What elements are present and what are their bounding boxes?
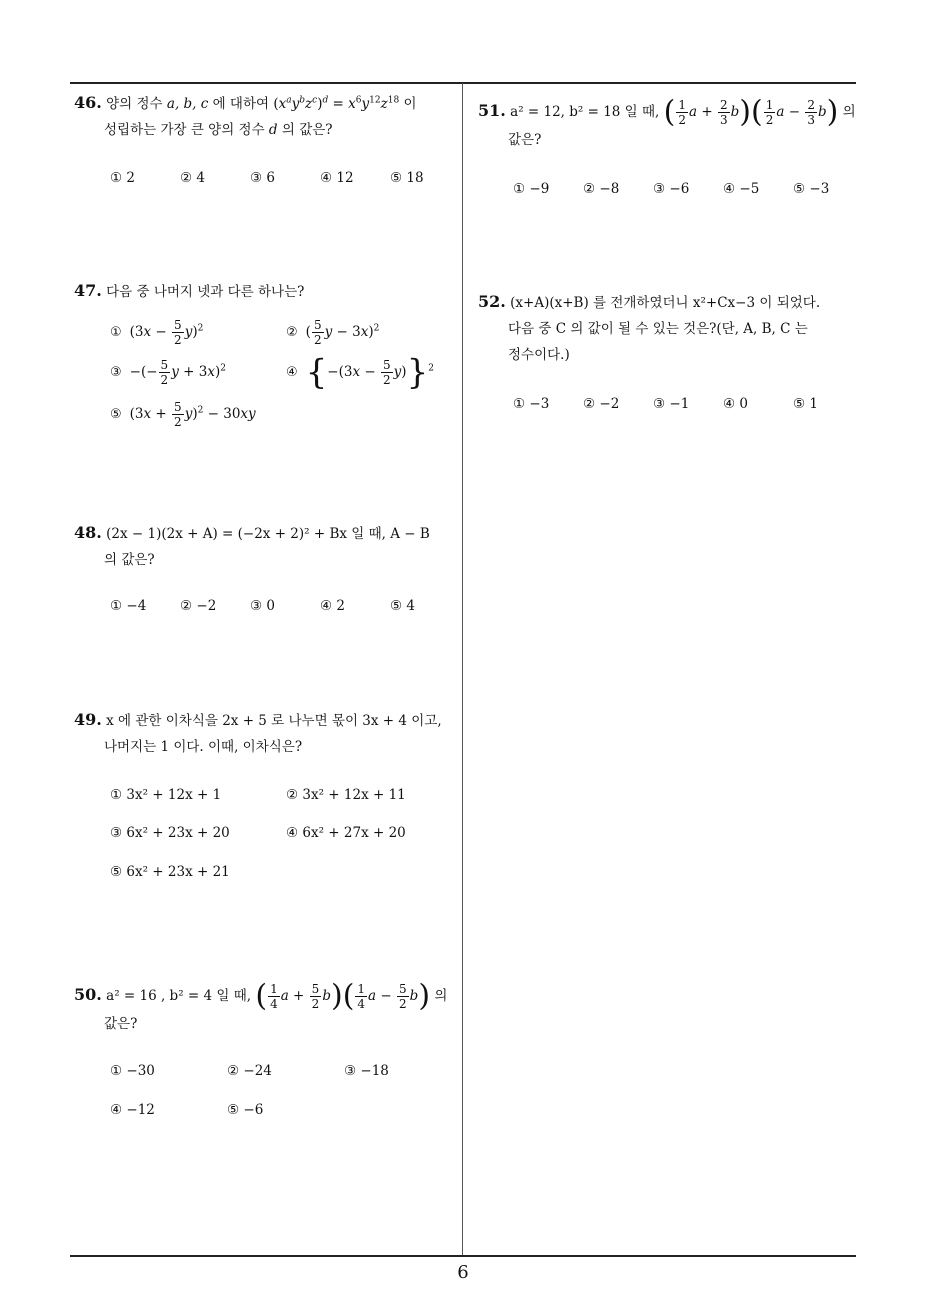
choice-1[interactable]: ① 2 bbox=[110, 170, 135, 186]
problem-number: 51. bbox=[478, 101, 506, 120]
choice-5[interactable]: ⑤ −3 bbox=[793, 181, 830, 197]
choice-4[interactable]: ④ −5 bbox=[723, 181, 760, 197]
column-divider bbox=[462, 83, 463, 1255]
choice-3[interactable]: ③ −6 bbox=[653, 181, 690, 197]
page-number: 6 bbox=[457, 1262, 469, 1283]
choice-5[interactable]: ⑤ (3x + $\frac{5}{2}$ y)$^2$ − 30xy bbox=[110, 400, 256, 429]
choice-4[interactable]: ④ {−(3x − $\frac{5}{2}$ y)}$^2$ bbox=[286, 352, 434, 393]
choice-2[interactable]: ② 4 bbox=[180, 170, 205, 186]
bottom-rule bbox=[70, 1255, 856, 1257]
choice-2[interactable]: ② ( $\frac{5}{2}$ y − 3x)$^2$ bbox=[286, 318, 380, 347]
choice-1[interactable]: ① −3 bbox=[513, 396, 550, 412]
choice-4[interactable]: ④ 12 bbox=[320, 170, 354, 186]
choice-5[interactable]: ⑤ 4 bbox=[390, 598, 415, 614]
choice-5[interactable]: ⑤ 6x² + 23x + 21 bbox=[110, 864, 230, 880]
choice-3[interactable]: ③ 0 bbox=[250, 598, 275, 614]
problem-46: 46. 양의 정수 a, b, c 에 대하여 $(x^ay^bz^c)^d = x^6y^{12}z^{18}$ 이 성립하는 가장 큰 양의 정수 d 의 값은? bbox=[74, 93, 417, 138]
choice-5[interactable]: ⑤ −6 bbox=[227, 1102, 264, 1118]
choice-2[interactable]: ② −24 bbox=[227, 1063, 272, 1079]
problem-50: 50. a² = 16 , b² = 4 일 때, ( $\frac{1}{4}$ a + $\frac{5}{2}$ b)( $\frac{1}{4}$ a − $\frac{5}{2}$ b) 의 값은? bbox=[74, 978, 448, 1032]
problem-number: 48. bbox=[74, 523, 102, 542]
choice-1[interactable]: ① 3x² + 12x + 1 bbox=[110, 787, 222, 803]
choice-4[interactable]: ④ 6x² + 27x + 20 bbox=[286, 825, 406, 841]
problem-number: 46. bbox=[74, 93, 102, 112]
choice-1[interactable]: ① (3x − $\frac{5}{2}$ y)$^2$ bbox=[110, 318, 204, 347]
choice-1[interactable]: ① −4 bbox=[110, 598, 147, 614]
product-expression: ( $\frac{1}{2}$ a + $\frac{2}{3}$ b)( $\frac{1}{2}$ a − $\frac{2}{3}$ b) bbox=[663, 94, 839, 130]
problem-number: 50. bbox=[74, 985, 102, 1004]
choice-3[interactable]: ③ −1 bbox=[653, 396, 690, 412]
choice-5[interactable]: ⑤ 18 bbox=[390, 170, 424, 186]
choice-3[interactable]: ③ 6 bbox=[250, 170, 275, 186]
top-rule bbox=[70, 82, 856, 84]
problem-number: 52. bbox=[478, 292, 506, 311]
choice-5[interactable]: ⑤ 1 bbox=[793, 396, 818, 412]
choice-1[interactable]: ① −30 bbox=[110, 1063, 155, 1079]
problem-number: 49. bbox=[74, 710, 102, 729]
choice-3[interactable]: ③ 6x² + 23x + 20 bbox=[110, 825, 230, 841]
choice-3[interactable]: ③ −(− $\frac{5}{2}$ y + 3x)$^2$ bbox=[110, 358, 226, 387]
choice-4[interactable]: ④ −12 bbox=[110, 1102, 155, 1118]
choice-4[interactable]: ④ 0 bbox=[723, 396, 748, 412]
choice-2[interactable]: ② −2 bbox=[583, 396, 620, 412]
product-expression: ( $\frac{1}{4}$ a + $\frac{5}{2}$ b)( $\frac{1}{4}$ a − $\frac{5}{2}$ b) bbox=[255, 978, 431, 1014]
choice-2[interactable]: ② 3x² + 12x + 11 bbox=[286, 787, 406, 803]
choice-2[interactable]: ② −8 bbox=[583, 181, 620, 197]
problem-52: 52. (x+A)(x+B) 를 전개하였더니 x²+Cx−3 이 되었다. 다음 중 C 의 값이 될 수 있는 것은?(단, A, B, C 는 정수이다.) bbox=[478, 292, 821, 363]
problem-51: 51. a² = 12, b² = 18 일 때, ( $\frac{1}{2}$ a + $\frac{2}{3}$ b)( $\frac{1}{2}$ a − $\frac{2}{3}$ b) 의 값은? bbox=[478, 94, 856, 148]
choice-4[interactable]: ④ 2 bbox=[320, 598, 345, 614]
choice-2[interactable]: ② −2 bbox=[180, 598, 217, 614]
choice-3[interactable]: ③ −18 bbox=[344, 1063, 389, 1079]
problem-48: 48. (2x − 1)(2x + A) = (−2x + 2)² + Bx 일 때, A − B 의 값은? bbox=[74, 523, 430, 568]
problem-number: 47. bbox=[74, 281, 102, 300]
choice-1[interactable]: ① −9 bbox=[513, 181, 550, 197]
problem-47: 47. 다음 중 나머지 넷과 다른 하나는? bbox=[74, 281, 305, 300]
problem-49: 49. x 에 관한 이차식을 2x + 5 로 나누면 몫이 3x + 4 이고, 나머지는 1 이다. 이때, 이차식은? bbox=[74, 710, 442, 755]
exponent-equation: $(x^ay^bz^c)^d = x^6y^{12}z^{18}$ bbox=[273, 95, 400, 112]
